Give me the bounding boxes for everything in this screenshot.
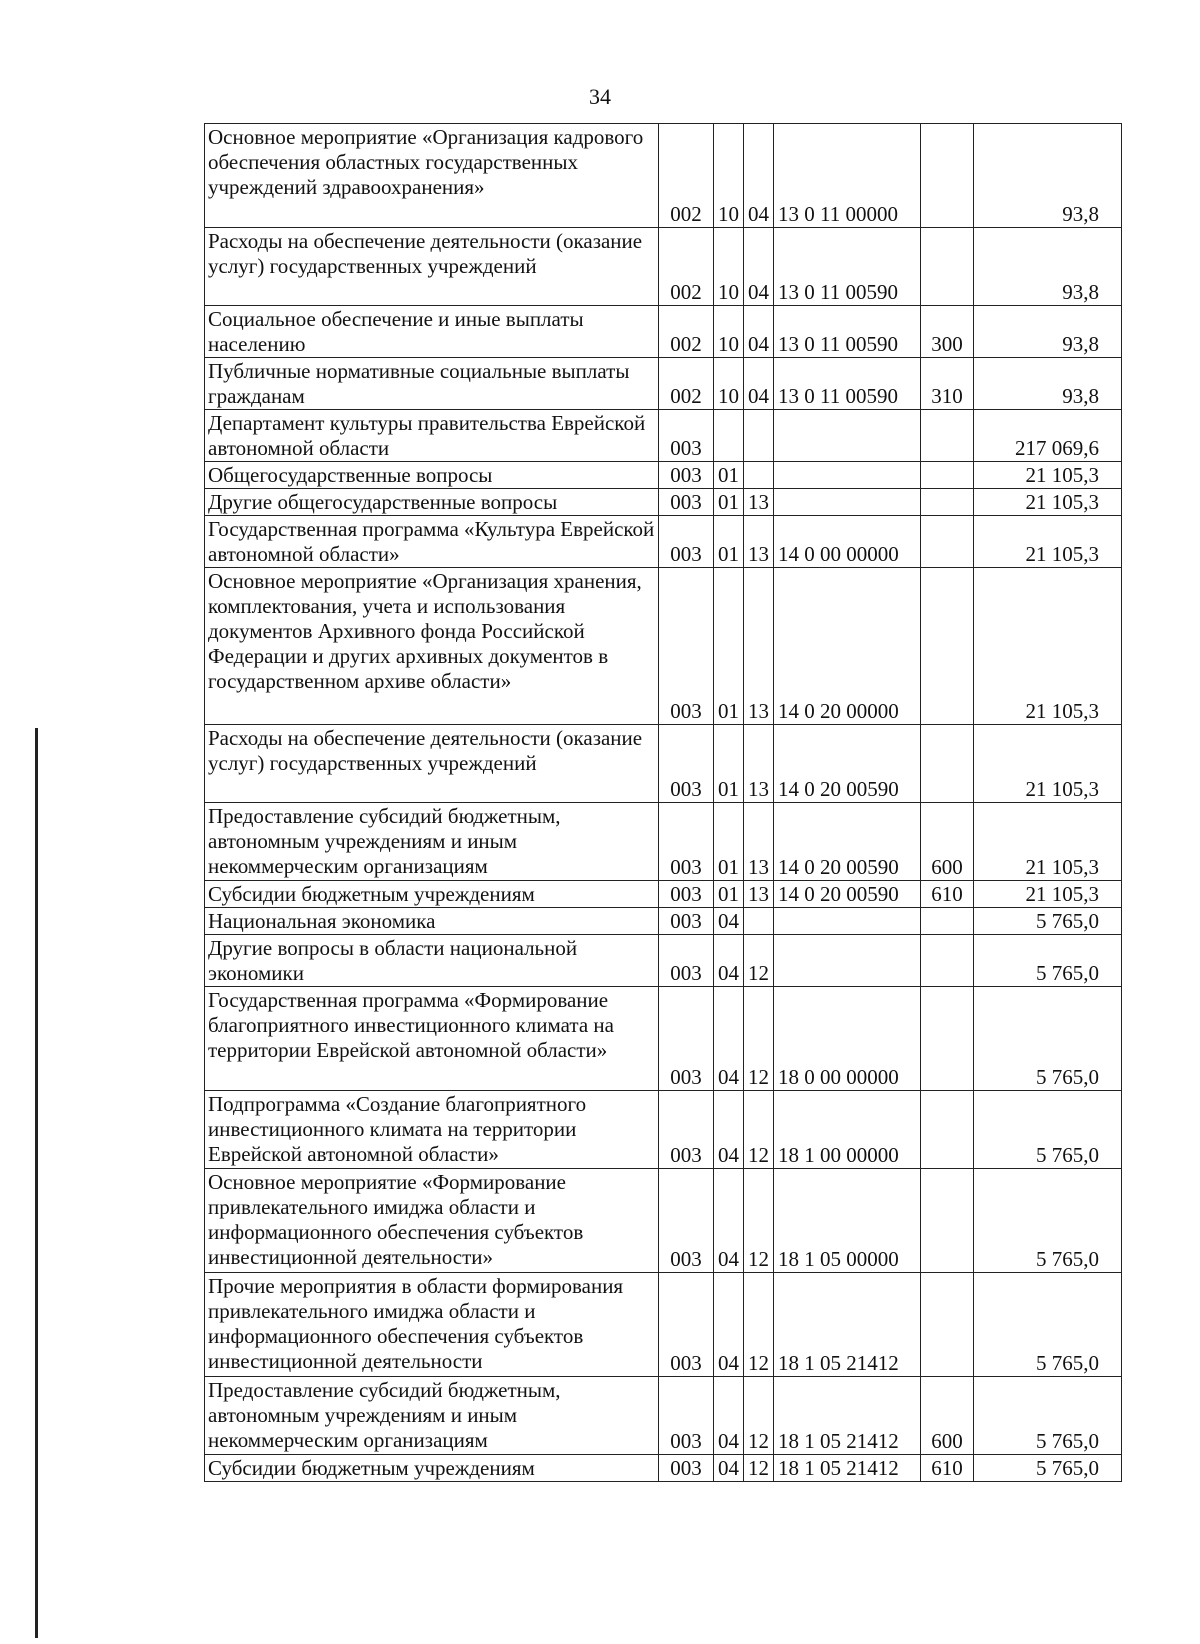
row-section-code: 04 bbox=[714, 1377, 744, 1455]
table-body bbox=[205, 124, 1122, 1482]
row-section-code: 01 bbox=[714, 725, 744, 803]
row-target-code: 18 1 05 21412 bbox=[774, 1273, 921, 1377]
row-name: Субсидии бюджетным учреждениям bbox=[205, 881, 659, 908]
row-expense-type-code bbox=[921, 462, 974, 489]
row-section-code: 10 bbox=[714, 306, 744, 358]
table-row bbox=[205, 516, 1122, 568]
row-target-code: 14 0 20 00590 bbox=[774, 803, 921, 881]
row-target-code: 18 1 05 21412 bbox=[774, 1377, 921, 1455]
table-row bbox=[205, 358, 1122, 410]
table-row bbox=[205, 987, 1122, 1091]
row-glav-code: 002 bbox=[659, 306, 714, 358]
row-sum: 5 765,0 bbox=[974, 935, 1122, 987]
margin-line bbox=[35, 728, 38, 1638]
row-target-code: 13 0 11 00590 bbox=[774, 228, 921, 306]
table-row bbox=[205, 410, 1122, 462]
row-sum: 5 765,0 bbox=[974, 1169, 1122, 1273]
row-subsection-code: 04 bbox=[744, 306, 774, 358]
row-section-code: 04 bbox=[714, 935, 744, 987]
row-sum: 5 765,0 bbox=[974, 1273, 1122, 1377]
row-expense-type-code bbox=[921, 1273, 974, 1377]
budget-table bbox=[204, 123, 1122, 1482]
row-section-code: 04 bbox=[714, 908, 744, 935]
row-section-code: 04 bbox=[714, 987, 744, 1091]
row-target-code: 14 0 20 00000 bbox=[774, 568, 921, 725]
row-name: Государственная программа «Культура Еврейской автономной области» bbox=[205, 516, 659, 568]
row-sum: 217 069,6 bbox=[974, 410, 1122, 462]
row-name: Основное мероприятие «Организация хранения, комплектования, учета и использования документов Архивного фонда Российской Федерации и других архивных документов в государственном архиве области» bbox=[205, 568, 659, 725]
table-row bbox=[205, 228, 1122, 306]
row-sum: 93,8 bbox=[974, 228, 1122, 306]
row-glav-code: 002 bbox=[659, 358, 714, 410]
row-name: Государственная программа «Формирование благоприятного инвестиционного климата на территории Еврейской автономной области» bbox=[205, 987, 659, 1091]
row-subsection-code: 12 bbox=[744, 935, 774, 987]
row-sum: 5 765,0 bbox=[974, 908, 1122, 935]
row-glav-code: 003 bbox=[659, 1273, 714, 1377]
row-sum: 21 105,3 bbox=[974, 725, 1122, 803]
row-glav-code: 003 bbox=[659, 568, 714, 725]
row-subsection-code: 12 bbox=[744, 1091, 774, 1169]
row-expense-type-code: 610 bbox=[921, 1455, 974, 1482]
row-glav-code: 003 bbox=[659, 489, 714, 516]
table-row bbox=[205, 462, 1122, 489]
row-subsection-code: 13 bbox=[744, 803, 774, 881]
row-target-code: 14 0 20 00590 bbox=[774, 725, 921, 803]
row-subsection-code: 12 bbox=[744, 1377, 774, 1455]
row-target-code: 13 0 11 00590 bbox=[774, 306, 921, 358]
row-section-code: 04 bbox=[714, 1169, 744, 1273]
table-row bbox=[205, 881, 1122, 908]
row-section-code: 10 bbox=[714, 124, 744, 228]
row-name: Предоставление субсидий бюджетным, автономным учреждениям и иным некоммерческим организациям bbox=[205, 803, 659, 881]
row-subsection-code bbox=[744, 908, 774, 935]
row-expense-type-code bbox=[921, 987, 974, 1091]
row-expense-type-code bbox=[921, 1169, 974, 1273]
row-expense-type-code bbox=[921, 124, 974, 228]
table-row bbox=[205, 1273, 1122, 1377]
row-expense-type-code: 600 bbox=[921, 803, 974, 881]
row-name: Социальное обеспечение и иные выплаты населению bbox=[205, 306, 659, 358]
row-target-code bbox=[774, 935, 921, 987]
row-glav-code: 002 bbox=[659, 124, 714, 228]
row-name: Департамент культуры правительства Еврейской автономной области bbox=[205, 410, 659, 462]
row-section-code: 01 bbox=[714, 881, 744, 908]
row-section-code: 01 bbox=[714, 462, 744, 489]
row-subsection-code: 13 bbox=[744, 725, 774, 803]
table-row bbox=[205, 489, 1122, 516]
row-subsection-code bbox=[744, 462, 774, 489]
row-glav-code: 003 bbox=[659, 1377, 714, 1455]
row-target-code: 18 1 00 00000 bbox=[774, 1091, 921, 1169]
row-subsection-code: 13 bbox=[744, 568, 774, 725]
row-subsection-code: 12 bbox=[744, 1455, 774, 1482]
row-subsection-code: 12 bbox=[744, 1169, 774, 1273]
row-sum: 21 105,3 bbox=[974, 881, 1122, 908]
row-name: Расходы на обеспечение деятельности (оказание услуг) государственных учреждений bbox=[205, 725, 659, 803]
row-sum: 21 105,3 bbox=[974, 462, 1122, 489]
row-name: Основное мероприятие «Организация кадрового обеспечения областных государственных учреждений здравоохранения» bbox=[205, 124, 659, 228]
row-name: Субсидии бюджетным учреждениям bbox=[205, 1455, 659, 1482]
row-glav-code: 003 bbox=[659, 908, 714, 935]
row-section-code: 01 bbox=[714, 489, 744, 516]
row-name: Расходы на обеспечение деятельности (оказание услуг) государственных учреждений bbox=[205, 228, 659, 306]
row-expense-type-code: 310 bbox=[921, 358, 974, 410]
row-subsection-code bbox=[744, 410, 774, 462]
row-target-code: 14 0 20 00590 bbox=[774, 881, 921, 908]
row-subsection-code: 13 bbox=[744, 516, 774, 568]
row-section-code: 01 bbox=[714, 803, 744, 881]
row-glav-code: 003 bbox=[659, 1169, 714, 1273]
row-name: Основное мероприятие «Формирование привлекательного имиджа области и информационного обеспечения субъектов инвестиционной деятельности» bbox=[205, 1169, 659, 1273]
row-target-code bbox=[774, 462, 921, 489]
row-glav-code: 003 bbox=[659, 987, 714, 1091]
row-target-code: 18 0 00 00000 bbox=[774, 987, 921, 1091]
row-subsection-code: 04 bbox=[744, 124, 774, 228]
row-glav-code: 003 bbox=[659, 1091, 714, 1169]
table-row bbox=[205, 1377, 1122, 1455]
table-row bbox=[205, 803, 1122, 881]
row-expense-type-code bbox=[921, 1091, 974, 1169]
row-glav-code: 003 bbox=[659, 725, 714, 803]
table-row bbox=[205, 568, 1122, 725]
row-glav-code: 002 bbox=[659, 228, 714, 306]
table-row bbox=[205, 306, 1122, 358]
row-expense-type-code: 600 bbox=[921, 1377, 974, 1455]
row-section-code: 04 bbox=[714, 1273, 744, 1377]
row-target-code: 18 1 05 00000 bbox=[774, 1169, 921, 1273]
row-sum: 21 105,3 bbox=[974, 516, 1122, 568]
page-number: 34 bbox=[589, 84, 611, 109]
row-name: Национальная экономика bbox=[205, 908, 659, 935]
row-sum: 5 765,0 bbox=[974, 1455, 1122, 1482]
row-target-code bbox=[774, 410, 921, 462]
row-target-code: 13 0 11 00000 bbox=[774, 124, 921, 228]
row-name: Подпрограмма «Создание благоприятного инвестиционного климата на территории Еврейской автономной области» bbox=[205, 1091, 659, 1169]
row-section-code: 01 bbox=[714, 568, 744, 725]
row-glav-code: 003 bbox=[659, 1455, 714, 1482]
table-row bbox=[205, 725, 1122, 803]
row-subsection-code: 13 bbox=[744, 881, 774, 908]
row-glav-code: 003 bbox=[659, 516, 714, 568]
table-row bbox=[205, 935, 1122, 987]
row-sum: 21 105,3 bbox=[974, 489, 1122, 516]
row-sum: 5 765,0 bbox=[974, 1377, 1122, 1455]
row-sum: 93,8 bbox=[974, 306, 1122, 358]
row-glav-code: 003 bbox=[659, 881, 714, 908]
row-expense-type-code: 610 bbox=[921, 881, 974, 908]
table-row bbox=[205, 1169, 1122, 1273]
row-expense-type-code: 300 bbox=[921, 306, 974, 358]
row-expense-type-code bbox=[921, 935, 974, 987]
row-expense-type-code bbox=[921, 568, 974, 725]
row-subsection-code: 04 bbox=[744, 228, 774, 306]
row-sum: 93,8 bbox=[974, 358, 1122, 410]
row-expense-type-code bbox=[921, 516, 974, 568]
table-row bbox=[205, 908, 1122, 935]
row-glav-code: 003 bbox=[659, 935, 714, 987]
row-name: Общегосударственные вопросы bbox=[205, 462, 659, 489]
row-name: Прочие мероприятия в области формирования привлекательного имиджа области и информационного обеспечения субъектов инвестиционной деятельности bbox=[205, 1273, 659, 1377]
row-section-code: 04 bbox=[714, 1091, 744, 1169]
row-section-code: 10 bbox=[714, 228, 744, 306]
row-section-code: 01 bbox=[714, 516, 744, 568]
row-sum: 93,8 bbox=[974, 124, 1122, 228]
table-row bbox=[205, 124, 1122, 228]
row-section-code: 10 bbox=[714, 358, 744, 410]
row-name: Публичные нормативные социальные выплаты гражданам bbox=[205, 358, 659, 410]
row-glav-code: 003 bbox=[659, 462, 714, 489]
row-target-code: 14 0 00 00000 bbox=[774, 516, 921, 568]
table-row bbox=[205, 1455, 1122, 1482]
row-name: Другие общегосударственные вопросы bbox=[205, 489, 659, 516]
row-subsection-code: 13 bbox=[744, 489, 774, 516]
row-sum: 21 105,3 bbox=[974, 568, 1122, 725]
row-name: Другие вопросы в области национальной экономики bbox=[205, 935, 659, 987]
row-section-code: 04 bbox=[714, 1455, 744, 1482]
row-sum: 5 765,0 bbox=[974, 1091, 1122, 1169]
row-subsection-code: 04 bbox=[744, 358, 774, 410]
row-target-code: 13 0 11 00590 bbox=[774, 358, 921, 410]
row-sum: 21 105,3 bbox=[974, 803, 1122, 881]
row-expense-type-code bbox=[921, 725, 974, 803]
row-target-code: 18 1 05 21412 bbox=[774, 1455, 921, 1482]
row-subsection-code: 12 bbox=[744, 1273, 774, 1377]
row-glav-code: 003 bbox=[659, 803, 714, 881]
row-target-code bbox=[774, 908, 921, 935]
table-row bbox=[205, 1091, 1122, 1169]
row-name: Предоставление субсидий бюджетным, автономным учреждениям и иным некоммерческим организациям bbox=[205, 1377, 659, 1455]
row-expense-type-code bbox=[921, 410, 974, 462]
row-subsection-code: 12 bbox=[744, 987, 774, 1091]
row-expense-type-code bbox=[921, 228, 974, 306]
row-expense-type-code bbox=[921, 489, 974, 516]
row-sum: 5 765,0 bbox=[974, 987, 1122, 1091]
row-section-code bbox=[714, 410, 744, 462]
row-target-code bbox=[774, 489, 921, 516]
row-glav-code: 003 bbox=[659, 410, 714, 462]
row-expense-type-code bbox=[921, 908, 974, 935]
